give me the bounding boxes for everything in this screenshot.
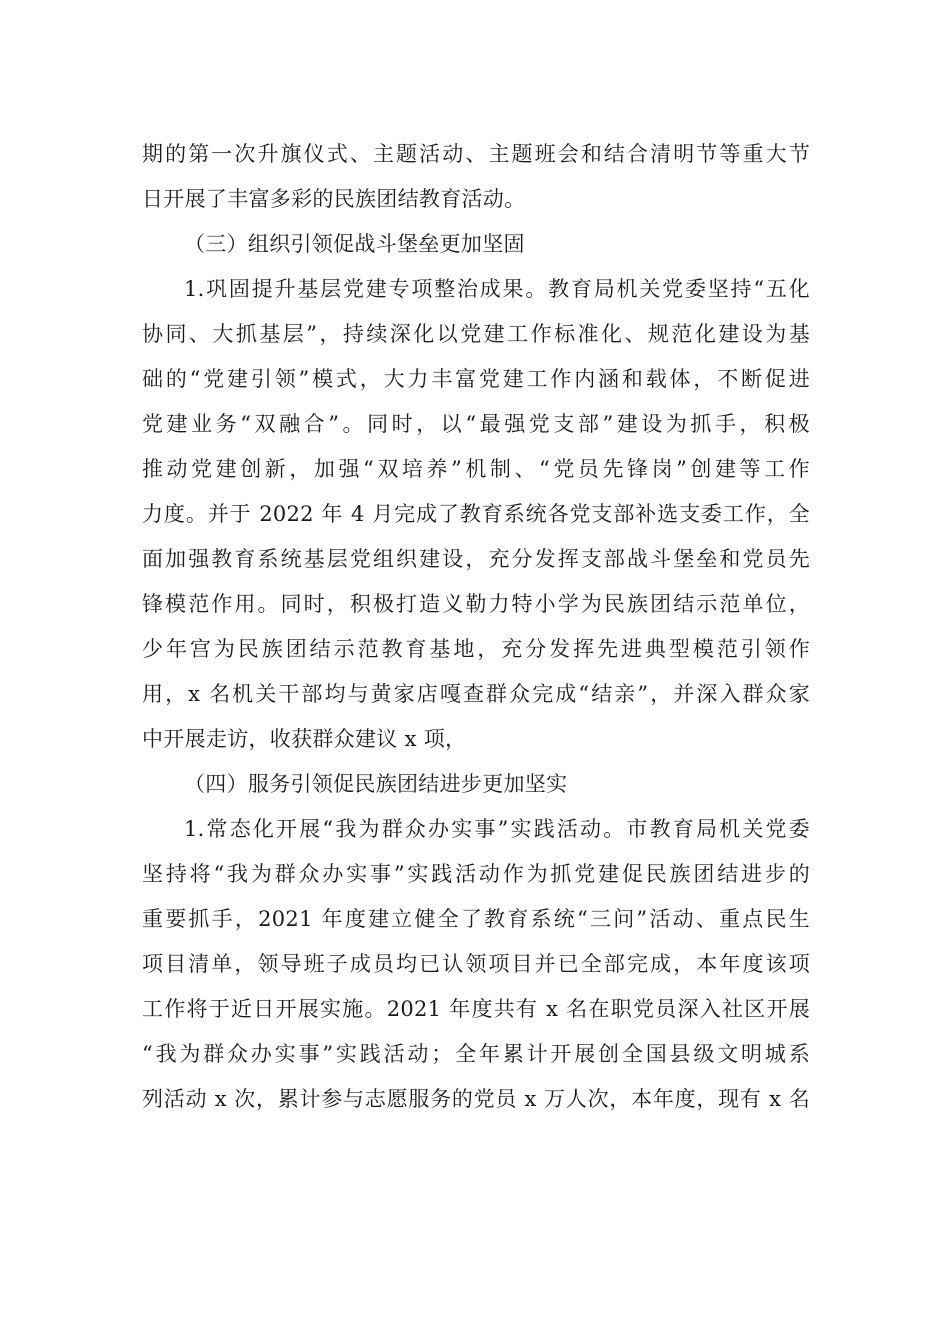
- paragraph-line: 协同、大抓基层”，持续深化以党建工作标准化、规范化建设为基: [142, 322, 810, 346]
- paragraph-line: 重要抓手，2021 年度建立健全了教育系统“三问”活动、重点民生: [142, 907, 810, 931]
- paragraph-line: 少年宫为民族团结示范教育基地，充分发挥先进典型模范引领作: [142, 637, 810, 661]
- paragraph-line: 础的“党建引领”模式，大力丰富党建工作内涵和载体，不断促进: [142, 367, 810, 391]
- paragraph-line: 锋模范作用。同时，积极打造义勒力特小学为民族团结示范单位，: [142, 592, 810, 616]
- paragraph-line: 力度。并于 2022 年 4 月完成了教育系统各党支部补选支委工作，全: [142, 502, 810, 526]
- paragraph-line: 列活动 x 次，累计参与志愿服务的党员 x 万人次，本年度，现有 x 名: [142, 1087, 810, 1111]
- section-heading: （四）服务引领促民族团结进步更加坚实: [184, 772, 568, 796]
- paragraph-line: 1.常态化开展“我为群众办实事”实践活动。市教育局机关党委: [184, 817, 810, 841]
- paragraph-line: 工作将于近日开展实施。2021 年度共有 x 名在职党员深入社区开展: [142, 997, 810, 1021]
- paragraph-line: 党建业务“双融合”。同时，以“最强党支部”建设为抓手，积极: [142, 412, 810, 436]
- paragraph-line: “我为群众办实事”实践活动；全年累计开展创全国县级文明城系: [142, 1042, 810, 1066]
- paragraph-line: 坚持将“我为群众办实事”实践活动作为抓党建促民族团结进步的: [142, 862, 810, 886]
- paragraph-line: 期的第一次升旗仪式、主题活动、主题班会和结合清明节等重大节: [142, 142, 810, 166]
- paragraph-line: 项目清单，领导班子成员均已认领项目并已全部完成，本年度该项: [142, 952, 810, 976]
- paragraph-line: 1.巩固提升基层党建专项整治成果。教育局机关党委坚持“五化: [184, 277, 810, 301]
- paragraph-line: 中开展走访，收获群众建议 x 项，: [142, 727, 467, 751]
- section-heading: （三）组织引领促战斗堡垒更加坚固: [184, 232, 525, 256]
- document-body: [142, 132, 810, 1122]
- paragraph-line: 面加强教育系统基层党组织建设，充分发挥支部战斗堡垒和党员先: [142, 547, 810, 571]
- paragraph-line: 日开展了丰富多彩的民族团结教育活动。: [142, 187, 526, 211]
- paragraph-line: 推动党建创新，加强“双培养”机制、“党员先锋岗”创建等工作: [142, 457, 810, 481]
- paragraph-line: 用，x 名机关干部均与黄家店嘎查群众完成“结亲”，并深入群众家: [142, 682, 810, 706]
